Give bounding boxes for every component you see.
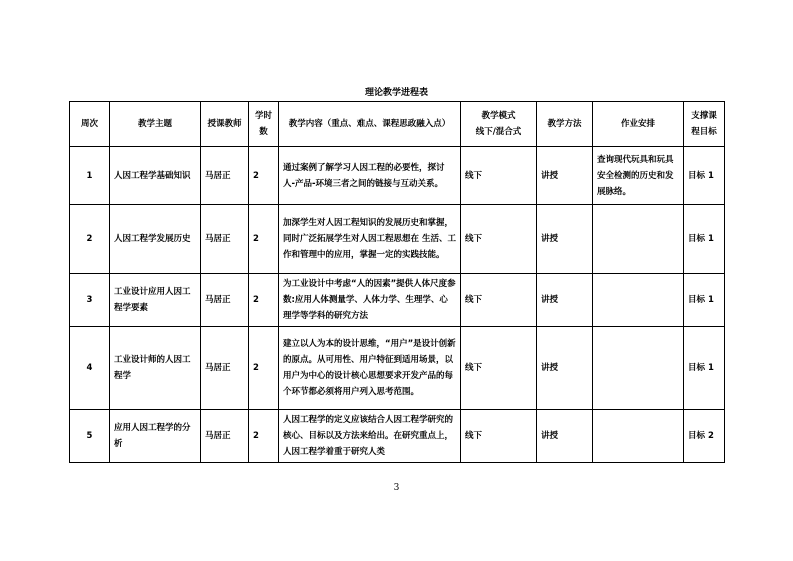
cell-objective: 目标 1 <box>684 327 725 410</box>
table-row <box>70 205 725 274</box>
cell-hours: 2 <box>249 147 279 205</box>
table-row <box>70 327 725 410</box>
cell-method: 讲授 <box>537 274 593 327</box>
header-method: 教学方法 <box>537 102 593 147</box>
cell-mode: 线下 <box>461 410 537 463</box>
cell-week: 1 <box>70 147 110 205</box>
cell-mode: 线下 <box>461 205 537 274</box>
cell-topic: 工业设计应用人因工程学要素 <box>110 274 201 327</box>
cell-content: 为工业设计中考虑“人的因素”提供人体尺度参数:应用人体测量学、人体力学、生理学、心理学等学科的研究方法 <box>279 274 461 327</box>
cell-teacher: 马居正 <box>201 205 249 274</box>
cell-week: 2 <box>70 205 110 274</box>
header-mode-line2: 线下/混合式 <box>475 127 522 137</box>
header-mode <box>461 102 537 147</box>
cell-method: 讲授 <box>537 147 593 205</box>
cell-objective: 目标 2 <box>684 410 725 463</box>
cell-objective: 目标 1 <box>684 147 725 205</box>
cell-homework <box>593 205 684 274</box>
cell-hours: 2 <box>249 410 279 463</box>
cell-mode: 线下 <box>461 147 537 205</box>
cell-objective: 目标 1 <box>684 205 725 274</box>
cell-week: 5 <box>70 410 110 463</box>
header-week: 周次 <box>70 102 110 147</box>
cell-homework: 查询现代玩具和玩具安全检测的历史和发展脉络。 <box>593 147 684 205</box>
cell-method: 讲授 <box>537 410 593 463</box>
cell-mode: 线下 <box>461 274 537 327</box>
cell-homework <box>593 410 684 463</box>
cell-hours: 2 <box>249 274 279 327</box>
cell-content: 加深学生对人因工程知识的发展历史和掌握，同时广泛拓展学生对人因工程思想在 生活、工作和管理中的应用，掌握一定的实践技能。 <box>279 205 461 274</box>
cell-teacher: 马居正 <box>201 410 249 463</box>
cell-homework <box>593 327 684 410</box>
cell-week: 4 <box>70 327 110 410</box>
cell-teacher: 马居正 <box>201 147 249 205</box>
cell-content: 通过案例了解学习人因工程的必要性，探讨人-产品-环境三者之间的链接与互动关系。 <box>279 147 461 205</box>
cell-topic: 应用人因工程学的分析 <box>110 410 201 463</box>
cell-week: 3 <box>70 274 110 327</box>
page-number: 3 <box>393 483 400 493</box>
cell-content: 建立以人为本的设计思维，“用户”是设计创新的原点。从可用性、用户特征到适用场景，以用户为中心的设计核心思想要求开发产品的每个环节都必须将用户列入思考范围。 <box>279 327 461 410</box>
table-row <box>70 147 725 205</box>
header-teacher: 授课教师 <box>201 102 249 147</box>
cell-hours: 2 <box>249 327 279 410</box>
cell-homework <box>593 274 684 327</box>
cell-mode: 线下 <box>461 327 537 410</box>
cell-teacher: 马居正 <box>201 327 249 410</box>
header-hours: 学时数 <box>249 102 279 147</box>
cell-content: 人因工程学的定义应该结合人因工程学研究的核心、目标以及方法来给出。在研究重点上，人因工程学着重于研究人类 <box>279 410 461 463</box>
table-row <box>70 274 725 327</box>
cell-topic: 工业设计师的人因工程学 <box>110 327 201 410</box>
header-content: 教学内容（重点、难点、课程思政融入点） <box>279 102 461 147</box>
header-homework: 作业安排 <box>593 102 684 147</box>
teaching-schedule-table <box>69 101 725 463</box>
table-caption: 理论教学进程表 <box>364 88 428 98</box>
cell-teacher: 马居正 <box>201 274 249 327</box>
cell-method: 讲授 <box>537 327 593 410</box>
cell-objective: 目标 1 <box>684 274 725 327</box>
cell-topic: 人因工程学发展历史 <box>110 205 201 274</box>
header-topic: 教学主题 <box>110 102 201 147</box>
table-row <box>70 410 725 463</box>
cell-topic: 人因工程学基础知识 <box>110 147 201 205</box>
header-objective: 支撑课程目标 <box>684 102 725 147</box>
cell-method: 讲授 <box>537 205 593 274</box>
header-mode-line1: 教学模式 <box>481 111 516 121</box>
cell-hours: 2 <box>249 205 279 274</box>
header-row <box>70 102 725 147</box>
